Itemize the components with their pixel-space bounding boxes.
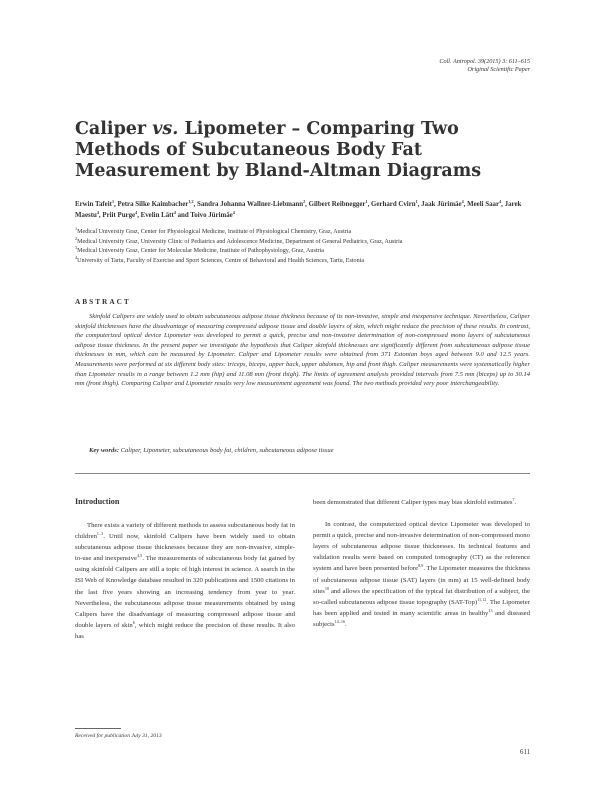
author-affiliation-marker: 1: [111, 199, 115, 204]
affiliation-list: [75, 228, 545, 266]
citation-ref: 10: [324, 585, 330, 591]
author-affiliation-marker: 4: [135, 210, 138, 215]
text-run: There exists a variety of different methods to assess subcutaneous body fat in children: [75, 522, 295, 541]
citation-ref: 6: [132, 619, 135, 625]
title-part-1: Caliper: [75, 119, 153, 139]
author-name: Jaak Jürimäe: [421, 201, 462, 208]
keywords: [89, 447, 529, 454]
author-name: Sandra Johanna Wallner-Liebmann: [197, 201, 304, 208]
author-name: Priit Purge: [102, 212, 136, 219]
citation-ref: 14–16: [334, 618, 346, 624]
author-affiliation-marker: 2: [303, 199, 306, 204]
author-name: Petra Silke Kaimbacher: [117, 201, 189, 208]
author-affiliation-marker: 4: [173, 210, 176, 215]
page-number: 611: [520, 749, 530, 756]
abstract-heading: ABSTRACT: [75, 297, 131, 306]
author-affiliation-marker: 4: [461, 199, 464, 204]
citation-ref: 11,12: [477, 596, 487, 602]
affiliation-text: University of Tartu, Faculty of Exercise and Sport Sciences, Centre of Behavioral and Health Sciences, Tartu, Estonia: [77, 257, 365, 264]
author-name: Meeli Saar: [467, 201, 500, 208]
author-name: Gilbert Reibnegger: [308, 201, 366, 208]
text-run: been demonstrated that different Caliper types may bias skinfold estimates: [313, 499, 513, 506]
author-affiliation-marker: 1,2: [188, 199, 194, 204]
abstract-text: Skinfold Calipers are widely used to obtain subcutaneous adipose tissue thickness because of its non-invasive, simple and inexpensive technique. Nevertheless, Caliper skinfold thicknesses have the disadvantage of measuring compressed adipose tissue and double layers of skin, which might reduce the precision of these results. In contrast, the computerized optical device Lipometer was developed to permit a quick, precise and non-invasive determination of non-compressed mono layers of subcutaneous adipose tissue thickness. In the present paper we investigate the hypothesis that Caliper skinfold thicknesses are significantly different from subcutaneous adipose tissue thicknesses in mm, which can be measured by Lipometer. Caliper and Lipometer results were obtained from 371 Estonian boys aged between 9.0 and 12.5 years. Measurements were performed at six different body sites: triceps, biceps, upper back, upper abdomen, hip and front thigh. Caliper measurements were systematically higher than Lipometer results in a range between 1.2 mm (hip) and 11.08 mm (front thigh). The limits of agreement analysis provided intervals from 7.5 mm (biceps) up to 30.14 mm (front thigh). Comparing Caliper and Lipometer results very low measurement agreement was found. The two methods provided very poor interchangeability.: [75, 313, 530, 388]
paper-type: Original Scientific Paper: [467, 66, 530, 74]
author-list: Erwin Tafeit$^1$, Petra Silke Kaimbacher$^{1,2}$, Sandra Johanna Wallner-Liebmann$^2$, Gilbert Reibnegger$^1$, Gerhard Cvirn$^1$, Jaak Jürimäe$^4$, Meeli Saar$^4$, Jarek Maestu$^4$, Priit Purge$^4$, Evelin Lätt$^4$ and Toivo Jürimäe$^4$: [75, 199, 522, 219]
journal-citation: Coll. Antropol. 39(2015) 3: 611–615: [439, 58, 530, 65]
affiliation-item: [75, 235, 545, 251]
journal-reference: [439, 58, 530, 75]
text-run: .: [514, 499, 517, 506]
author-name: Evelin Lätt: [140, 212, 174, 219]
intro-paragraph-1-continued: [313, 497, 530, 508]
footnote-divider: [75, 728, 121, 729]
right-column: [313, 497, 530, 630]
affiliation-number: 4: [75, 254, 78, 260]
author-name: Toivo Jürimäe: [190, 212, 233, 219]
keywords-label: Key words:: [89, 447, 120, 454]
text-run: . Until now, skinfold Calipers have been widely used to obtain subcutaneous adipose tissue thicknesses because they are non-invasive, simple-to-use and inexpensive: [75, 533, 295, 563]
affiliation-item: [75, 247, 545, 257]
text-run: . The Lipometer measures the thickness of subcutaneous adipose tissue (SAT) layers (in mm) at 15 well-defined body sites: [313, 565, 531, 595]
received-footnote: Received for publication July 31, 2013: [75, 733, 162, 739]
paper-title: [75, 119, 535, 182]
text-run: and allows the specification of the typical fat distribution of a subject, the so-called subcutaneous adipose tissue topography (SAT-Top): [313, 587, 530, 606]
citation-ref: 1–3: [96, 531, 104, 537]
author-affiliation-marker: 4: [96, 210, 99, 215]
introduction-heading: Introduction: [75, 497, 120, 506]
affiliation-number: 3: [75, 245, 78, 251]
affiliation-text: Medical University Graz, Center for Physiological Medicine, Institute of Physiological Chemistry, Graz, Austria: [77, 229, 352, 235]
keywords-text: Caliper, Lipometer, subcutaneous body fat, children, subcutaneous adipose tissue: [120, 447, 334, 454]
affiliation-text: Medical University Graz, Center for Molecular Medicine, Institute of Pathophysiology, Graz, Austria: [77, 248, 324, 255]
title-part-2: Lipometer – Comparing Two Methods of Subcutaneous Body Fat Measurement by Bland-Altman Diagrams: [75, 119, 482, 181]
affiliation-text: Medical University Graz, University Clinic of Pediatrics and Adolescence Medicine, Department of General Pediatrics, Graz, Austria: [77, 238, 403, 245]
title-vs: vs.: [152, 119, 179, 139]
intro-paragraph-2: [313, 519, 530, 630]
author-affiliation-marker: 4: [232, 210, 235, 215]
author-affiliation-marker: 1: [365, 199, 368, 204]
author-name: Gerhard Cvirn: [371, 201, 416, 208]
text-run: and diseased subjects: [313, 609, 530, 628]
intro-paragraph-1: [75, 520, 295, 642]
affiliation-item: [75, 254, 545, 267]
author-name: Jarek Maestu: [75, 201, 522, 219]
citation-ref: 7: [512, 497, 515, 502]
citation-ref: 8,9: [418, 563, 424, 569]
affiliation-number: 2: [75, 235, 78, 241]
text-run: . The measurements of subcutaneous body fat gained by using skinfold Calipers are still a topic of high interest in science. A search in the ISI Web of Knowledge database resulted in 320 publications and 1500 citations in the last five years showing an increasing tendency from year to year. Nevertheless, the subcutaneous adipose tissue measurements obtained by using Calipers have the disadvantage of measuring compressed adipose tissue and double layers of skin: [75, 555, 295, 629]
left-column: [75, 520, 295, 642]
text-run: .: [345, 620, 347, 628]
text-run: . The Lipometer has been applied and tested in many scientific areas in healthy: [313, 598, 530, 617]
citation-ref: 4,5: [136, 553, 143, 559]
citation-ref: 13: [488, 607, 493, 613]
affiliation-item: [75, 228, 545, 238]
author-affiliation-marker: 1: [415, 199, 418, 204]
author-affiliation-marker: 4: [499, 199, 502, 204]
affiliation-number: 1: [75, 226, 78, 231]
abstract-divider: [75, 473, 530, 474]
text-run: , which might reduce the precision of these results. It also has: [75, 621, 295, 640]
text-run: In contrast, the computerized optical device Lipometer was developed to permit a quick, precise and non-invasive determination of non-compressed mono layers of subcutaneous adipose tissue thicknesses. Its technical features and validation results were based on computed tomography (CT) as the reference system and have been presented before: [313, 521, 530, 573]
author-name: Erwin Tafeit: [75, 201, 112, 208]
